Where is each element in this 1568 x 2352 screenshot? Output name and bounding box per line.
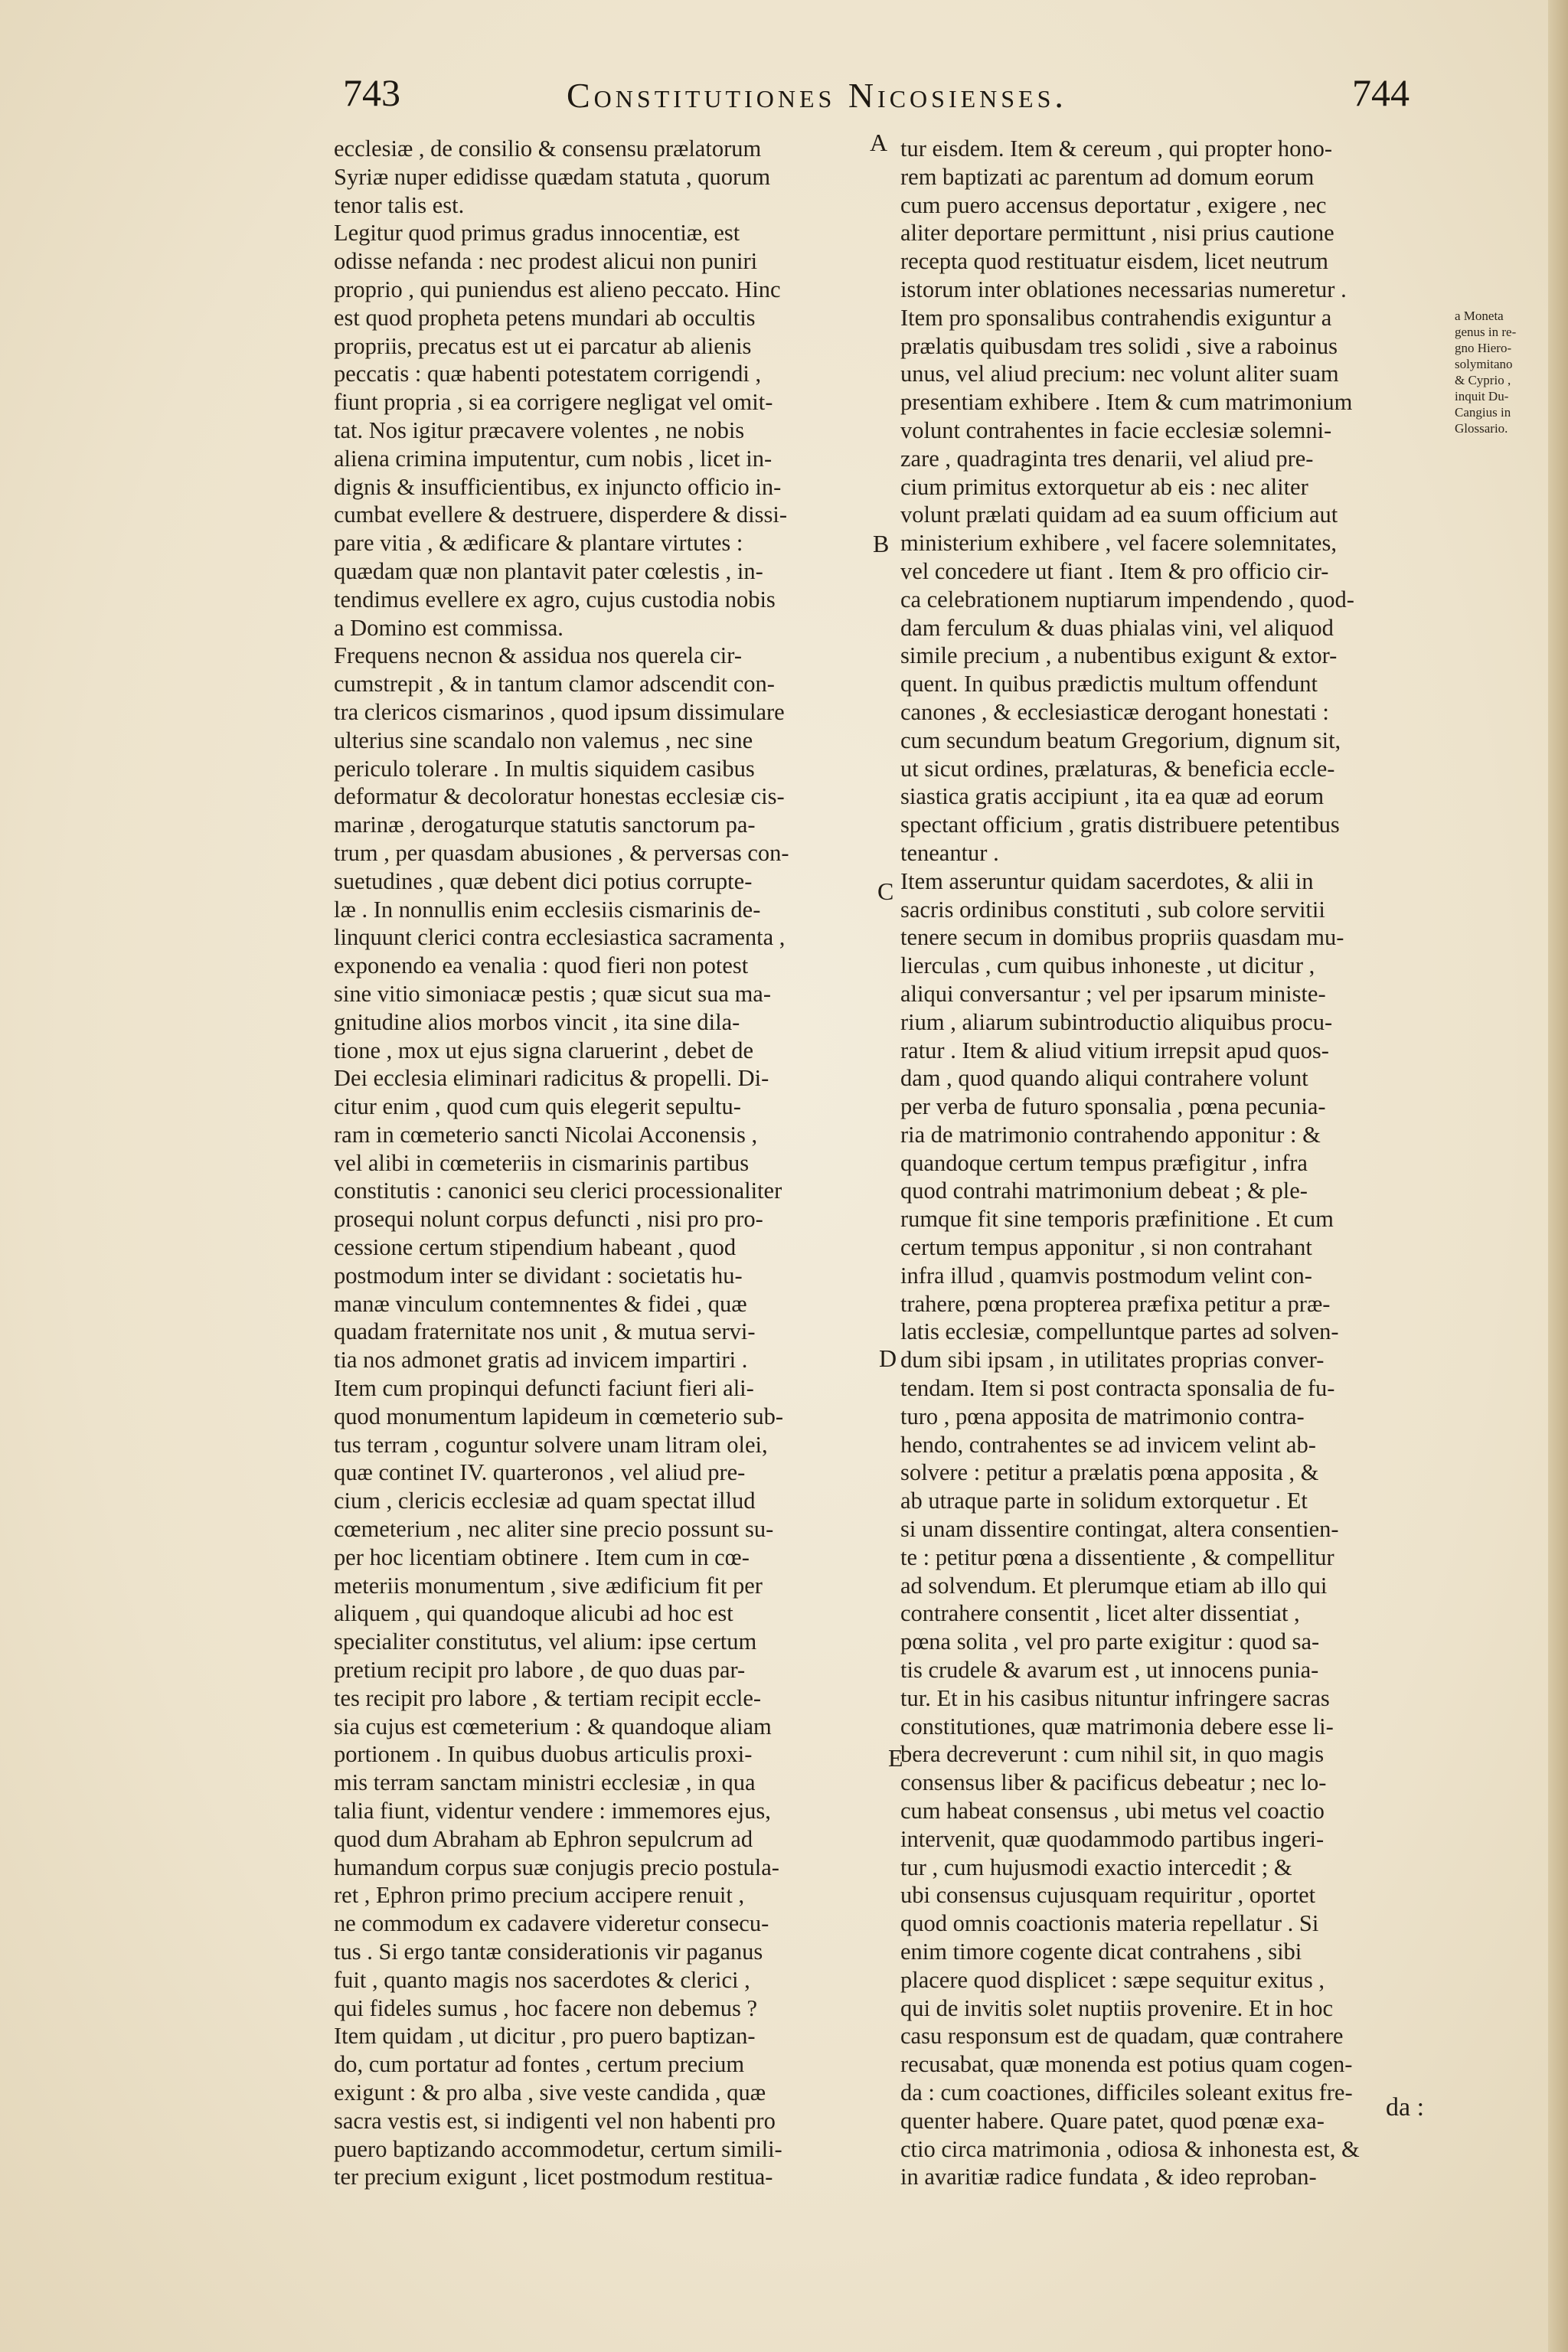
catchword: da : [1386, 2093, 1425, 2122]
page-edge [1548, 0, 1568, 2352]
running-title: Constitutiones Nicosienses. [567, 76, 1067, 115]
section-mark-e: E [888, 1744, 903, 1772]
margin-footnote: a Moneta genus in re- gno Hiero- solymitano & Cyprio , inquit Du- Cangius in Glossario. [1455, 309, 1517, 436]
page-number-left: 743 [343, 71, 400, 114]
section-mark-c: C [877, 877, 894, 905]
page-header [0, 70, 1568, 124]
section-mark-d: D [879, 1344, 897, 1372]
left-column-text: ecclesiæ , de consilio & consensu prælatorum Syriæ nuper edidisse quædam statuta , quorum tenor talis est. Legitur quod primus gradus innocentiæ, est odisse nefanda : nec prodest alicui non puniri proprio , qui puniendus est alieno peccato. Hinc est quod propheta petens mundari ab occultis propriis, precatus est ut ei parcatur ab alienis peccatis : quæ habenti potestatem corrigendi , fiunt propria , si ea corrigere negligat vel omit- tat. Nos igitur præcavere volentes , ne nobis aliena crimina imputentur, cum nobis , licet in- dignis & insufficientibus, ex injuncto officio in- cumbat evellere & destruere, disperdere & dissi- pare vitia , & ædificare & plantare virtutes : quædam quæ non plantavit pater cœlestis , in- tendimus evellere ex agro, cujus custodia nobis a Domino est commissa. Frequens necnon & assidua nos querela cir- cumstrepit , & in tantum clamor adscendit con- tra clericos cismarinos , quod ipsum dissimulare ulterius sine scandalo non valemus , nec sine periculo tolerare . In multis siquidem casibus deformatur & decoloratur honestas ecclesiæ cis- marinæ , derogaturque statutis sanctorum pa- trum , per quasdam abusiones , & perversas con- suetudines , quæ debent dici potius corrupte- læ . In nonnullis enim ecclesiis cismarinis de- linquunt clerici contra ecclesiastica sacramenta , exponendo ea venalia : quod fieri non potest sine vitio simoniacæ pestis ; quæ sicut sua ma- gnitudine alios morbos vincit , ita sine dila- tione , mox ut ejus signa claruerint , debet de Dei ecclesia eliminari radicitus & propelli. Di- citur enim , quod cum quis elegerit sepultu- ram in cœmeterio sancti Nicolai Acconensis , vel alibi in cœmeteriis in cismarinis partibus constitutis : canonici seu clerici processionaliter prosequi nolunt corpus defuncti , nisi pro pro- cessione certum stipendium habeant , quod postmodum inter se dividant : societatis hu- manæ vinculum contemnentes & fidei , quæ quadam fraternitate nos unit , & mutua servi- tia nos admonet gratis ad invicem impartiri . Item cum propinqui defuncti faciunt fieri ali- quod monumentum lapideum in cœmeterio sub- tus terram , coguntur solvere unam litram olei, quæ continet IV. quarteronos , vel aliud pre- cium , clericis ecclesiæ ad quam spectat illud cœmeterium , nec aliter sine precio possunt su- per hoc licentiam obtinere . Item cum in cœ- meteriis monumentum , sive ædificium fit per aliquem , qui quandoque alicubi ad hoc est specialiter constitutus, vel alium: ipse certum pretium recipit pro labore , de quo duas par- tes recipit pro labore , & tertiam recipit eccle- sia cujus est cœmeterium : & quandoque aliam portionem . In quibus duobus articulis proxi- mis terram sanctam ministri ecclesiæ , in qua talia fiunt, videntur vendere : immemores ejus, quod dum Abraham ab Ephron sepulcrum ad humandum corpus suæ conjugis precio postula- ret , Ephron primo precium accipere renuit , ne commodum ex cadavere videretur consecu- tus . Si ergo tantæ considerationis vir paganus fuit , quanto magis nos sacerdotes & clerici , qui fideles sumus , hoc facere non debemus ? Item quidam , ut dicitur , pro puero baptizan- do, cum portatur ad fontes , certum precium exigunt : & pro alba , sive veste candida , quæ sacra vestis est, si indigenti vel non habenti pro puero baptizando accommodetur, certum simili- ter precium exigunt , licet postmodum restitua- [334, 136, 789, 2190]
section-mark-b: B [873, 530, 890, 557]
right-column-text: tur eisdem. Item & cereum , qui propter hono- rem baptizati ac parentum ad domum eorum cum puero accensus deportatur , exigere , nec aliter deportare permittunt , nisi prius cautione recepta quod restituatur eisdem, licet neutrum istorum inter oblationes necessarias numeretur . Item pro sponsalibus contrahendis exiguntur a prælatis quibusdam tres solidi , sive a raboinus unus, vel aliud precium: nec volunt aliter suam presentiam exhibere . Item & cum matrimonium volunt contrahentes in facie ecclesiæ solemni- zare , quadraginta tres denarii, vel aliud pre- cium primitus extorquetur ab eis : nec aliter volunt prælati quidam ad ea suum officium aut ministerium exhibere , vel facere solemnitates, vel concedere ut fiant . Item & pro officio cir- ca celebrationem nuptiarum impendendo , quod- dam ferculum & duas phialas vini, vel aliquod simile precium , a nubentibus exigunt & extor- quent. In quibus prædictis multum offendunt canones , & ecclesiasticæ derogant honestati : cum secundum beatum Gregorium, dignum sit, ut sicut ordines, prælaturas, & beneficia eccle- siastica gratis accipiunt , ita ea quæ ad eorum spectant officium , gratis distribuere petentibus teneantur . Item asseruntur quidam sacerdotes, & alii in sacris ordinibus constituti , sub colore servitii tenere secum in domibus propriis quasdam mu- lierculas , cum quibus inhoneste , ut dicitur , aliqui conversantur ; vel per ipsarum ministe- rium , aliarum subintroductio aliquibus procu- ratur . Item & aliud vitium irrepsit apud quos- dam , quod quando aliqui contrahere volunt per verba de futuro sponsalia , pœna pecunia- ria de matrimonio contrahendo apponitur : & quandoque certum tempus præfigitur , infra quod contrahi matrimonium debeat ; & ple- rumque fit sine temporis præfinitione . Et cum certum tempus apponitur , si non contrahant infra illud , quamvis postmodum velint con- trahere, pœna propterea præfixa petitur a præ- latis ecclesiæ, compelluntque partes ad solven- dum sibi ipsam , in utilitates proprias conver- tendam. Item si post contracta sponsalia de fu- turo , pœna apposita de matrimonio contra- hendo, contrahentes se ad invicem velint ab- solvere : petitur a prælatis pœna apposita , & ab utraque parte in solidum extorquetur . Et si unam dissentire contingat, altera consentien- te : petitur pœna a dissentiente , & compellitur ad solvendum. Et plerumque etiam ab illo qui contrahere consentit , licet alter dissentiat , pœna solita , vel pro parte exigitur : quod sa- tis crudele & avarum est , ut innocens punia- tur. Et in his casibus nituntur infringere sacras constitutiones, quæ matrimonia debere esse li- bera decreverunt : cum nihil sit, in quo magis consensus liber & pacificus debeatur ; nec lo- cum habeat consensus , ubi metus vel coactio intervenit, quæ quodammodo partibus ingeri- tur , cum hujusmodi exactio intercedit ; & ubi consensus cujusquam requiritur , oportet quod omnis coactionis materia repellatur . Si enim timore cogente dicat contrahens , sibi placere quod displicet : sæpe sequitur exitus , qui de invitis solet nuptiis provenire. Et in hoc casu responsum est de quadam, quæ contrahere recusabat, quæ monenda est potius quam cogen- da : cum coactiones, difficiles soleant exitus fre- quenter habere. Quare patet, quod pœnæ exa- ctio circa matrimonia , odiosa & inhonesta est, & in avaritiæ radice fundata , & ideo reproban- [900, 136, 1360, 2190]
page-number-right: 744 [1352, 71, 1410, 114]
section-mark-a: A [870, 129, 888, 156]
